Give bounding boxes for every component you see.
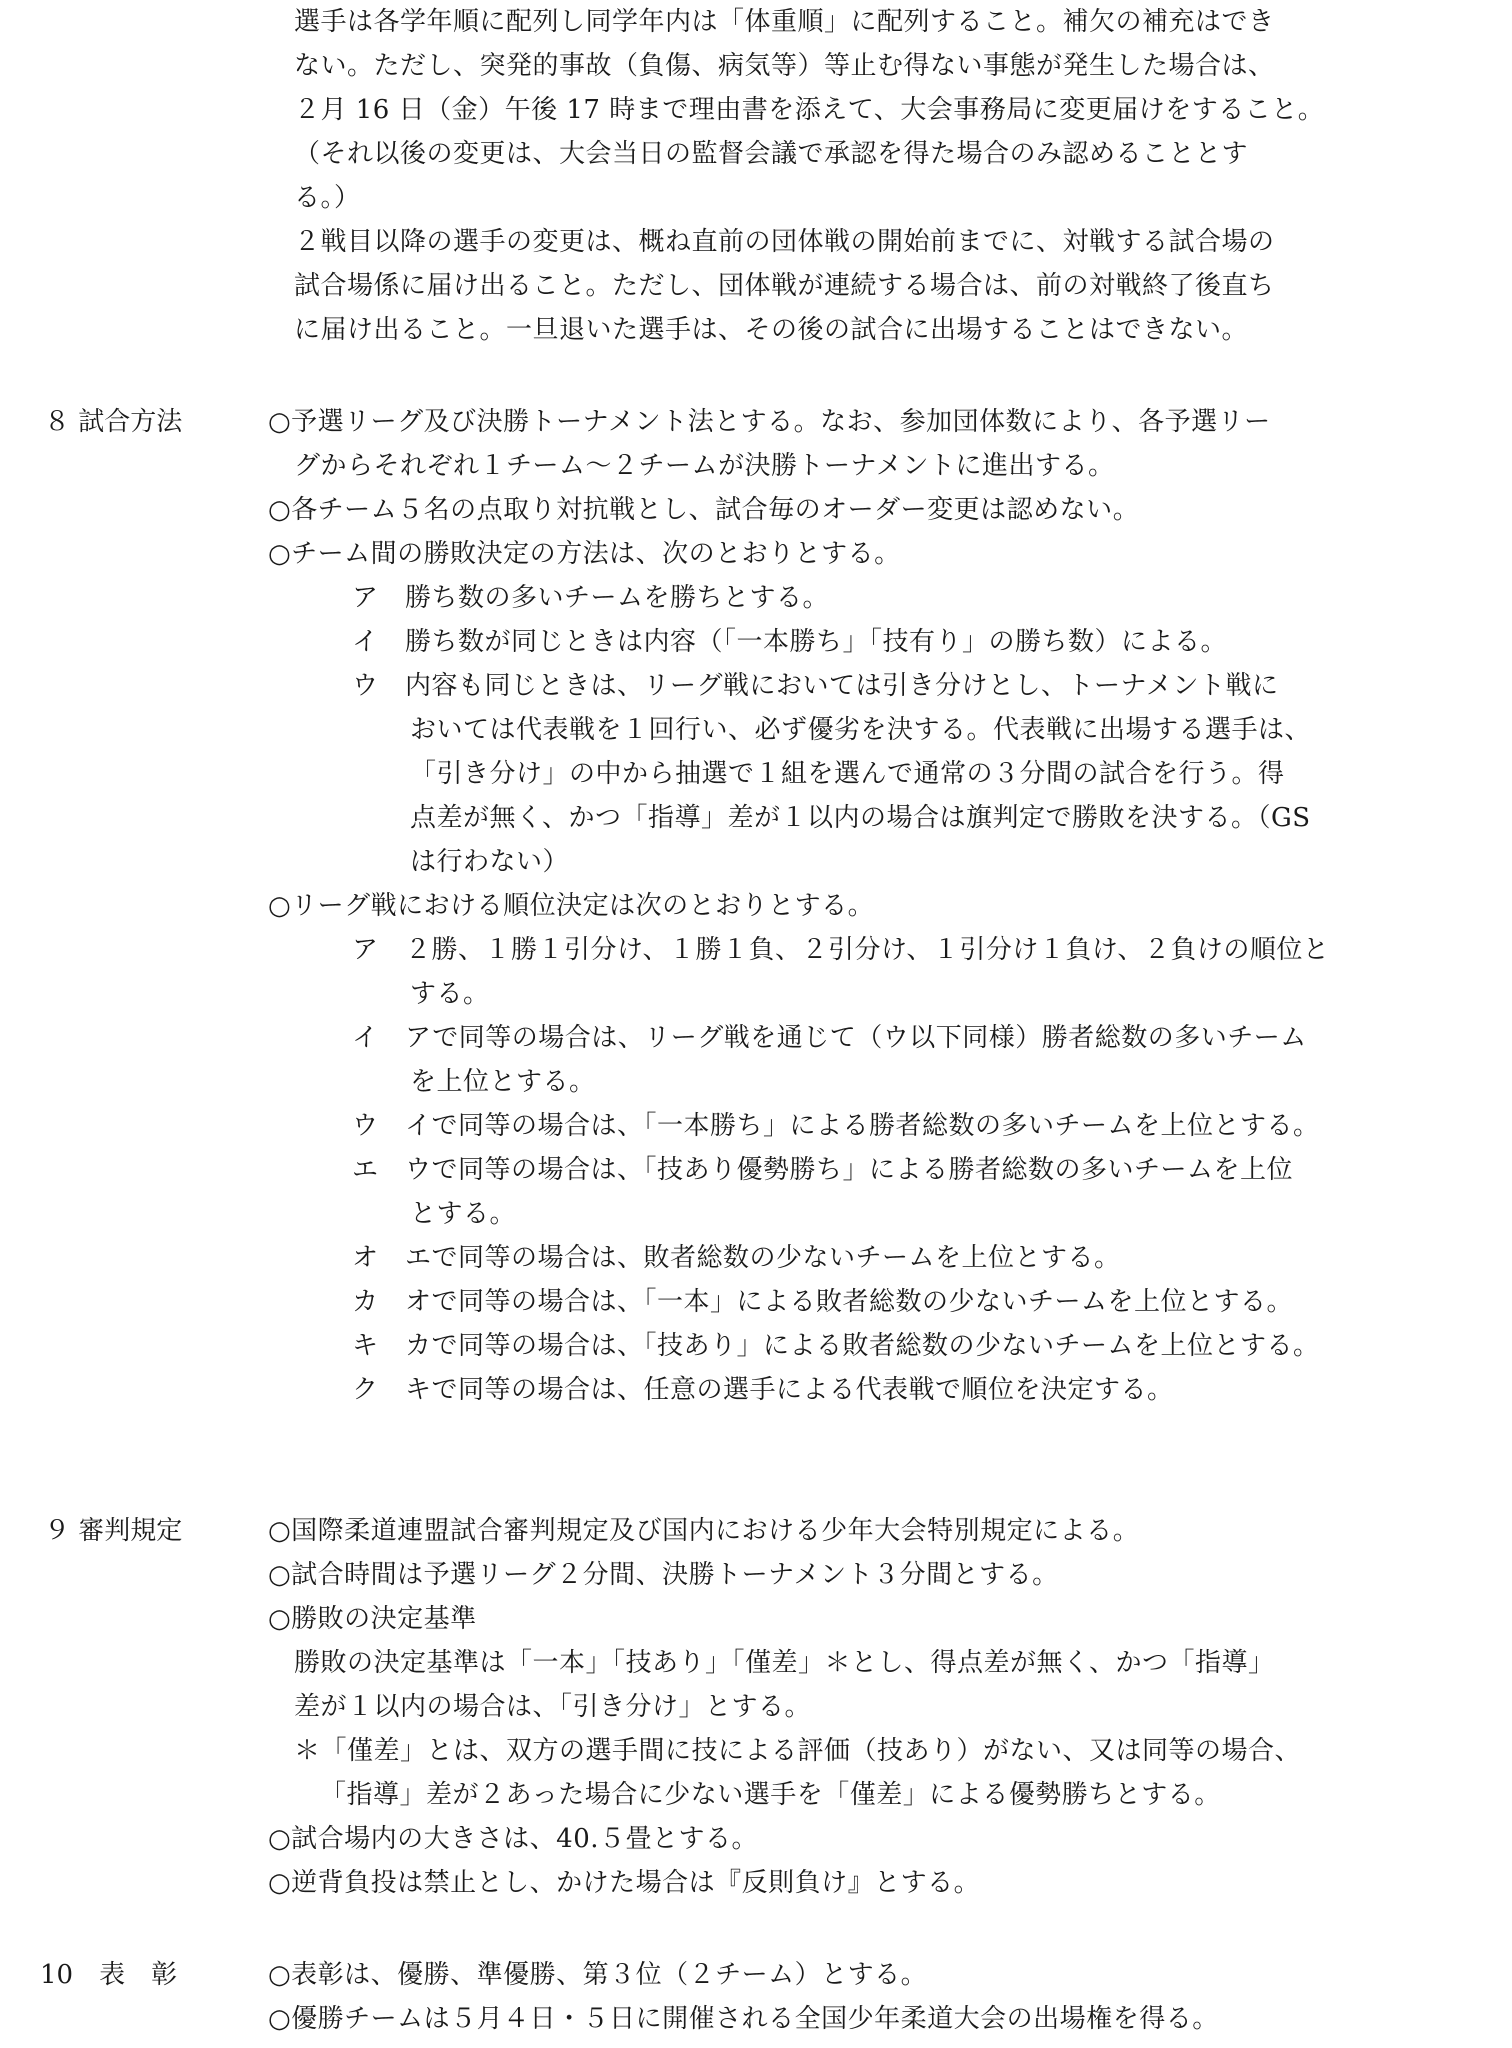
intro-line: ない。ただし、突発的事故（負傷、病気等）等止む得ない事態が発生した場合は、 — [294, 51, 1275, 81]
section-8-line: ○各チーム５名の点取り対抗戦とし、試合毎のオーダー変更は認めない。 — [268, 495, 1140, 525]
section-8-line: ウ 内容も同じときは、リーグ戦においては引き分けとし、トーナメント戦に — [352, 671, 1279, 701]
section-8-line: カ オで同等の場合は、「一本」による敗者総数の少ないチームを上位とする。 — [352, 1287, 1294, 1317]
section-8-line: ○予選リーグ及び決勝トーナメント法とする。なお、参加団体数により、各予選リー — [268, 407, 1271, 437]
section-8-line: エ ウで同等の場合は、「技あり優勢勝ち」による勝者総数の多いチームを上位 — [352, 1155, 1294, 1185]
section-9-line: ○試合時間は予選リーグ２分間、決勝トーナメント３分間とする。 — [268, 1560, 1059, 1590]
section-8-line: する。 — [410, 979, 490, 1009]
section-8-line: ア 勝ち数の多いチームを勝ちとする。 — [352, 583, 830, 613]
section-8-line: 「引き分け」の中から抽選で１組を選んで通常の３分間の試合を行う。得 — [410, 759, 1285, 789]
intro-line: に届け出ること。一旦退いた選手は、その後の試合に出場することはできない。 — [294, 315, 1249, 345]
section-9-line: 差が１以内の場合は、「引き分け」とする。 — [294, 1692, 812, 1722]
section-9-line: 「指導」差が２あった場合に少ない選手を「僅差」による優勢勝ちとする。 — [320, 1780, 1221, 1810]
section-8-line: ウ イで同等の場合は、「一本勝ち」による勝者総数の多いチームを上位とする。 — [352, 1111, 1320, 1141]
section-9-line: ○勝敗の決定基準 — [268, 1604, 477, 1634]
section-9-line: 勝敗の決定基準は「一本」「技あり」「僅差」＊とし、得点差が無く、かつ「指導」 — [294, 1648, 1275, 1678]
section-10-line: ○表彰は、優勝、準優勝、第３位（２チーム）とする。 — [268, 1960, 928, 1990]
section-9-line: ○逆背負投は禁止とし、かけた場合は『反則負け』とする。 — [268, 1868, 981, 1898]
section-8-line: オ エで同等の場合は、敗者総数の少ないチームを上位とする。 — [352, 1243, 1121, 1273]
section-9-line: ○試合場内の大きさは、40.５畳とする。 — [268, 1824, 759, 1854]
section-10-heading: 10 表 彰 — [40, 1960, 178, 1990]
intro-line: 選手は各学年順に配列し同学年内は「体重順」に配列すること。補欠の補充はでき — [294, 7, 1275, 37]
section-8-line: ク キで同等の場合は、任意の選手による代表戦で順位を決定する。 — [352, 1375, 1174, 1405]
section-8-line: 点差が無く、かつ「指導」差が１以内の場合は旗判定で勝敗を決する。（GS — [410, 803, 1311, 833]
section-8-line: とする。 — [410, 1199, 517, 1229]
section-9-line: ＊「僅差」とは、双方の選手間に技による評価（技あり）がない、又は同等の場合、 — [294, 1736, 1302, 1766]
section-9-line: ○国際柔道連盟試合審判規定及び国内における少年大会特別規定による。 — [268, 1516, 1140, 1546]
intro-line: る。） — [294, 183, 361, 213]
section-8-line: を上位とする。 — [410, 1067, 596, 1097]
section-8-line: イ 勝ち数が同じときは内容（「一本勝ち」「技有り」の勝ち数）による。 — [352, 627, 1228, 657]
section-8-line: ○リーグ戦における順位決定は次のとおりとする。 — [268, 891, 875, 921]
section-10-line: ○優勝チームは５月４日・５日に開催される全国少年柔道大会の出場権を得る。 — [268, 2004, 1219, 2034]
section-8-line: ア ２勝、１勝１引分け、１勝１負、２引分け、１引分け１負け、２負けの順位と — [352, 935, 1330, 965]
section-8-heading: ８ 試合方法 — [44, 407, 183, 437]
section-8-line: おいては代表戦を１回行い、必ず優劣を決する。代表戦に出場する選手は、 — [410, 715, 1312, 745]
section-8-line: グからそれぞれ１チーム～２チームが決勝トーナメントに進出する。 — [294, 451, 1115, 481]
section-9-heading: ９ 審判規定 — [44, 1516, 183, 1546]
intro-line: 試合場係に届け出ること。ただし、団体戦が連続する場合は、前の対戦終了後直ち — [294, 271, 1275, 301]
section-8-line: ○チーム間の勝敗決定の方法は、次のとおりとする。 — [268, 539, 901, 569]
section-8-line: は行わない） — [410, 847, 570, 877]
intro-line: （それ以後の変更は、大会当日の監督会議で承認を得た場合のみ認めることとす — [294, 139, 1249, 169]
intro-line: ２戦目以降の選手の変更は、概ね直前の団体戦の開始前までに、対戦する試合場の — [294, 227, 1275, 257]
section-8-line: キ カで同等の場合は、「技あり」による敗者総数の少ないチームを上位とする。 — [352, 1331, 1320, 1361]
intro-line: ２月 16 日（金）午後 17 時まで理由書を添えて、大会事務局に変更届けをすること。 — [294, 95, 1325, 125]
section-8-line: イ アで同等の場合は、リーグ戦を通じて（ウ以下同様）勝者総数の多いチーム — [352, 1023, 1307, 1053]
